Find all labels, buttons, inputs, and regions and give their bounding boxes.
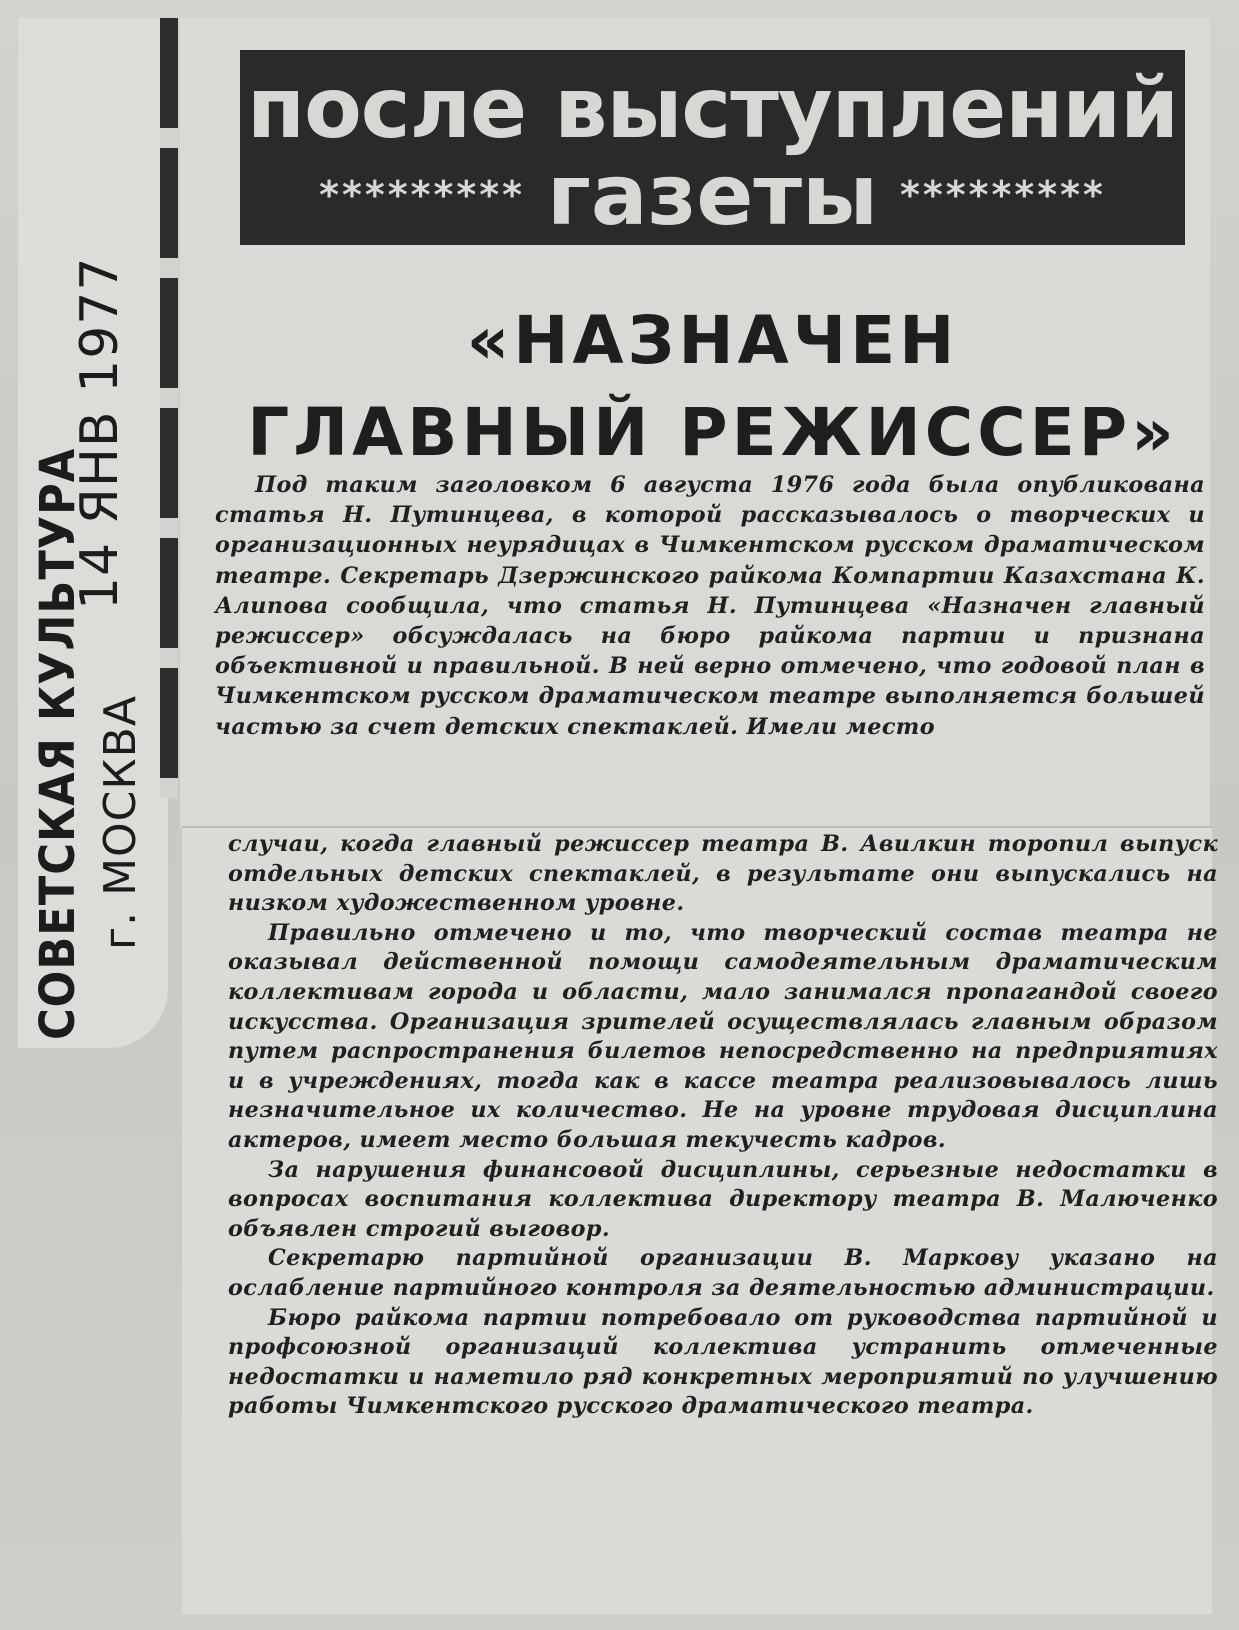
rubric-stars-right: ********* <box>900 173 1106 217</box>
article-paragraph: Правильно отмечено и то, что творческий состав театра не оказывал действенной помощи самодеятельным драматическим коллективам города и области, мало занимался пропагандой своего искусства. Организация зрителей осуществлялась главным образом путем распространения билетов непосредственно на предприятиях и в учреждениях, тогда как в кассе театра реализовывалось лишь незначительное их количество. Не на уровне трудовая дисциплина актеров, имеет место большая текучесть кадров. <box>228 919 1218 1153</box>
article-body-part1 <box>215 470 1205 742</box>
rubric-title-line1: после выступлений <box>247 59 1178 157</box>
stamp-date: 14 ЯНВ 1977 <box>70 256 130 610</box>
article-paragraph: Секретарю партийной организации В. Маркову указано на ослабление партийного контроля за деятельностью администрации. <box>228 1245 1218 1301</box>
rubric-stars-left: ********* <box>319 173 525 217</box>
article-paragraph: За нарушения финансовой дисциплины, серьезные недостатки в вопросах воспитания коллектива директору театра В. Малюченко объявлен строгий выговор. <box>228 1156 1218 1242</box>
stamp-newspaper-name: СОВЕТСКАЯ КУЛЬТУРА <box>30 447 86 1040</box>
article-paragraph: Под таким заголовком 6 августа 1976 года была опубликована статья Н. Путинцева, в которой рассказывалось о творческих и организационных неурядицах в Чимкентском русском драматическом театре. Секретарь Дзержинского райкома Компартии Казахстана К. Алипова сообщила, что статья Н. Путинцева «Назначен главный режиссер» обсуждалась на бюро райкома партии и признана объективной и правильной. В ней верно отмечено, что годовой план в Чимкентском русском драматическом театре выполняется большей частью за счет детских спектаклей. Имели место <box>215 472 1205 740</box>
article-paragraph: Бюро райкома партии потребовало от руководства партийной и профсоюзной организаций коллектива устранить отмеченные недостатки и наметило ряд конкретных мероприятий по улучшению работы Чимкентского русского драматического театра. <box>228 1304 1218 1420</box>
article-headline <box>240 295 1185 479</box>
stamp-city: г. МОСКВА <box>95 695 146 950</box>
rubric-title-line2 <box>240 146 1185 244</box>
stamp-border-bar <box>160 18 178 798</box>
rubric-title-word: газеты <box>547 146 878 244</box>
headline-line1: «НАЗНАЧЕН <box>466 302 959 379</box>
rubric-banner <box>240 50 1185 245</box>
article-paragraph: случаи, когда главный режиссер театра В. Авилкин торопил выпуск отдельных детских спектаклей, в результате они выпускались на низком художественном уровне. <box>228 831 1218 917</box>
headline-line2: ГЛАВНЫЙ РЕЖИССЕР» <box>247 394 1178 471</box>
article-body-part2 <box>228 830 1218 1422</box>
